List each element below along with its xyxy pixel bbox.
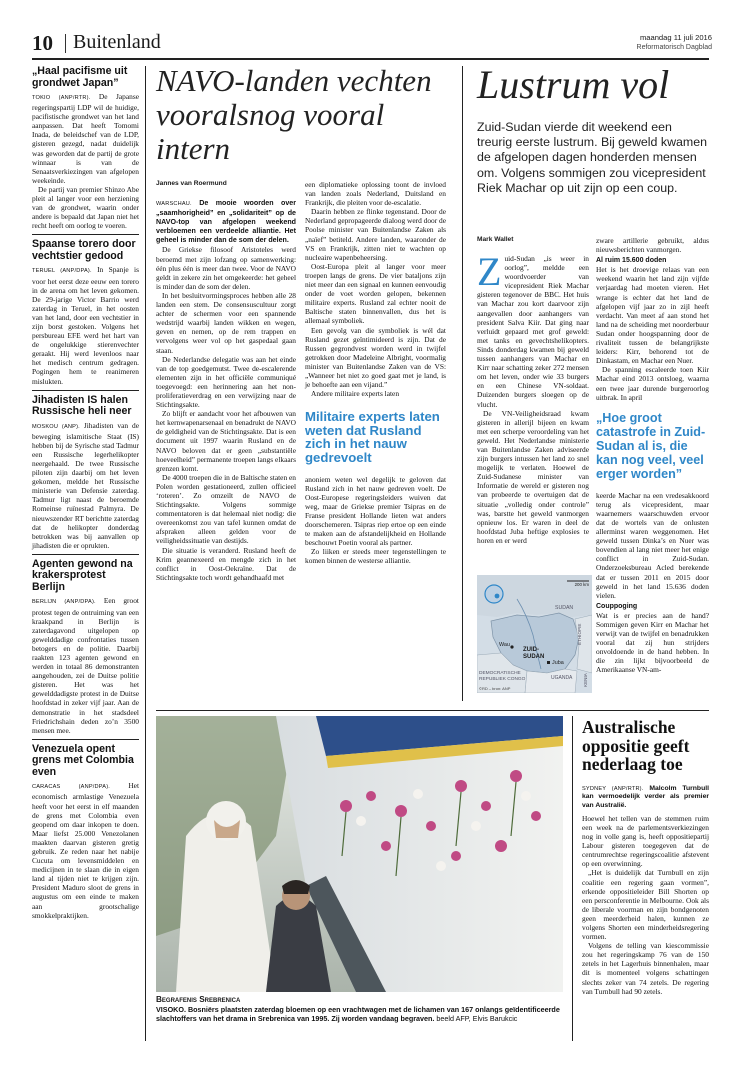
australie-headline: Australische oppositie geeft nederlaag toe [582,717,690,774]
brief-torero [32,239,139,385]
navo-paragraph: De 4000 troepen die in de Baltische staten en Polen worden gestationeerd, zullen officieel ‘roteren’. Zo omzeilt de NAVO de Stichtingsakte. Volgens sommige commentatoren is dat helemaal niet nodig: die overeenkomst zou van tafel kunnen omdat de afspraken alleen gelden voor de veiligheidssituatie van destijds. [156,472,296,546]
lustrum-dropcap: Z [477,249,502,294]
lustrum-column-2 [596,236,709,675]
header-divider [65,34,66,53]
brief-jihadisten [32,395,139,550]
column-rule [462,66,463,701]
brief-dateline: TOKIO (ANP/RTR). [32,95,91,101]
map-label-drc: DEMOCRATISCHE REPUBLIEK CONGO [479,671,526,682]
section-title: Buitenland [73,31,161,53]
navo-paragraph: anoniem weten wel degelijk te geloven dat Rusland zich in het nauw gedreven voelt. De Oost-Europese regeringsleiders wuiven dat weg, maar de Griekse premier Tsipras en de Franse president Hollande lieten wat anders doorschemeren. Tsipras riep ertoe op een einde te maken aan de afstandelijkheid en Hollande beschouwt Poetin vooral als partner. [305,474,446,548]
lustrum-article [477,64,709,196]
column-rule [145,66,146,1041]
brief-separator [32,234,139,235]
lustrum-paragraph: De spanning escaleerde toen Kiir Machar eind 2013 ontsloeg, waarna een twee jaar durende burgeroorlog uitbrak. In april [596,365,709,402]
brief-title: „Haal pacifisme uit grondwet Japan” [32,65,128,89]
navo-paragraph: Die situatie is veranderd. Rusland heeft de Krim geannexeerd en mengde zich in het conflict in Oost-Oekraïne. Dat de Stichtingsakte toch wordt gehandhaafd met [156,545,296,582]
australie-lead: Malcolm Turnbull kan vermoedelijk verder als premier van Australië. [582,784,710,810]
brief-venezuela [32,744,139,920]
lustrum-paragraph: Wat is er precies aan de hand? Sommigen geven Kirr en Machar het verwijt van de twijfel en benadrukken vooral dat zij hun strijders onvoldoende in de hand hebben. In die zin lijkt bijvoorbeeld de Amerikaanse VN-am- [596,610,709,675]
navo-paragraph: Oost-Europa pleit al langer voor meer troepen langs de grens. De vier bataljons zijn niet meer dan een signaal en kunnen eenvoudig onder de voet worden gelopen, bekennen militaire experts. Rusland zal echter nooit de Baltische staten binnenvallen, dus het is allemaal symboliek. [305,261,446,326]
brief-paragraph: Het economisch armlastige Venezuela heeft voor het eerst in elf maanden de grens met Colombia even geopend om daar inkopen te doen. Maar liefst 25.000 Venezolanen maakten daarvan gisteren gretig gebruik. Ze reden naar het nabije Cucuta om levensmiddelen en medicijnen in te slaan die in eigen land al tijden niet te krijgen zijn. President Maduro sloot de grens in augustus om een einde te maken aan grootschalige smokkelpraktijken. [32,781,139,920]
australie-paragraph: „Het is duidelijk dat Turnbull en zijn coalitie een regering gaan vormen”, erkende oppositieleider Bill Shorten op een persconferentie in Melbourne. Ook als de liberale voorman en zijn bondgenoten geen meerderheid halen, kunnen ze volgens Shorten een minderheidsregering vormen. [582,868,709,942]
lustrum-paragraph: keerde Machar na een vredesakkoord terug als vicepresident, maar waarnemers waarschuwden ervoor dat de wortels van de onlusten allerminst waren weggenomen. Het geweld tussen Dinka’s en Nuer was bovendien al lang niet meer het enige conflict in Zuid-Sudan. Onderzoeksbureau Acled berekende dat er tussen 2011 en 2015 door geweld in het land 15.636 doden vielen. [596,490,709,600]
map-label-kenia: KENIA [583,673,588,687]
photo-credit: beeld AFP, Elvis Barukcic [436,1014,518,1024]
australie-article [582,718,709,996]
map-credit: ©RD – bron: ANP [479,686,511,691]
map-label-sudan: SUDAN [555,605,574,611]
map-scale: 200 km [574,582,589,587]
page-header [32,31,712,61]
navo-article [156,64,446,166]
srebrenica-photo [156,716,563,992]
lustrum-paragraph: zware artillerie gebruikt, aldus nieuwsberichten vanmorgen. [596,236,709,255]
wau-marker [510,645,513,648]
australie-paragraph: Volgens de telling van kiescommissie zou het regeringskamp 76 van de 150 zetels in het Lagerhuis binnenhalen, maar dit is momenteel volgens schattingen slechts zeker van 74 zetels. De regering van Turnbull had 90 zetels. [582,941,709,996]
navo-byline: Jannes van Roermund [156,180,227,187]
page-date: maandag 11 juli 2016 [639,33,712,42]
brief-separator [32,739,139,740]
navo-column-2 [305,180,446,566]
brief-dateline: CARACAS (ANP/DPA). [32,784,111,791]
brief-title: Spaanse torero door vechtstier gedood [32,238,136,262]
photo-image [156,716,563,992]
brief-paragraph: Jihadisten van de beweging islamitische Staat (IS) hebben bij de Syrische stad Tadmur een Russische legerhelikopter neergehaald. De twee Russische piloten zijn daarbij om het leven gekomen, meldde het Russische ministerie van Defensie zaterdag. Tadmur ligt naast de beroemde Romeinse ruïnestad Palmyra. De nieuwszender RT berichtte zaterdag dat de helikopter donderdag betrokken was bij aanvallen op jihadisten die er oprukten. [32,420,139,550]
brief-paragraph: In Spanje is voor het eerst deze eeuw een torero in de arena om het leven gekomen. De 29-jarige Victor Barrio werd zaterdag in Teruel, in het oosten van het land, door een vechtstier in zijn borst gestoken. Volgens het persbureau EFE werd het hart van de ongelukkige stierenvechter geraakt. Hij werd levenloos naar het medisch centrum gedragen. Pogingen hem te reanimeren mislukten. [32,265,139,386]
navo-paragraph: In het besluitvormingsproces hebben alle 28 landen een stem. De consensuscultuur zorgt achter de schermen voor een spannende wedstrijd waarbij landen wikken en wegen, geven en nemen, op de rem trappen en vervolgens weer vol op het gaspedaal gaan staan. [156,290,296,355]
navo-paragraph: Een gevolg van die symboliek is wél dat Rusland gezet geïntimideerd is zijn. Dat de Russen gegrondvest worden werd in twijfel getrokken door Madeleine Albright, voormalig minister van Buitenlandse Zaken van de VS: „Wanneer het niet zo goed gaat met je land, is je behoefte aan een vijand.” [305,325,446,390]
map-label-uganda: UGANDA [551,675,573,681]
brief-dateline: MOSKOU (ANP). [32,423,80,430]
lustrum-pullquote: „Hoe groot catastrofe in Zuid-Sudan al is, die kan nog veel, veel erger worden” [596,410,706,481]
brief-dateline: BERLIJN (ANP/DPA). [32,599,96,606]
juba-marker [547,661,550,664]
brief-dateline: TERUEL (ANP/DPA). [32,268,92,275]
navo-pullquote: Militaire experts laten weten dat Rusland zich in het nauw gedrevoelt [305,409,440,466]
navo-paragraph: Zo liiken er steeds meer tegenstellingen te komen binnen de westerse alliantie. [305,547,446,566]
photo-caption-title: Begrafenis Srebrenica [156,995,241,1004]
map-label-zuid: ZUID- [523,647,539,653]
brief-berlijn [32,559,139,735]
navo-paragraph: De Nederlandse delegatie was aan het einde van de top goedgemutst. Twee de-escalerende elementen zijn in het officiële communiqué toegevoegd: een herinnering aan het non-proliferatieverdrag en een verwijzing naar de Stichtingsakte. [156,354,296,410]
brief-paragraph: De partij van premier Shinzo Abe pleit al langer voor een herziening van de grondwet, waarin onder andere is bepaald dat Japan niet het recht heeft om oorlog te voeren. [32,184,139,231]
lustrum-paragraph: Het is het droevige relaas van een weekend waarin het land zijn vijfde verjaardag had moeten vieren. Het wrange is echter dat het land de afgelopen vijf jaar zo in zijl heeft verdacht. Van meet af aan stond het land na de scheiding met noorderbuur Sudan onder hoogspanning door de rivaliteit tussen de belangrijkste leiders: Kirr, behorend tot de Dinkastam, en Machar een Nuer. [596,265,709,366]
brief-paragraph: De Japanse regeringspartij LDP wil de huidige, pacifistische grondwet van het land aanpassen. Dat heeft Tomomi Inada, de beleidschef van de LDP, gisteren gezegd, nadat duidelijk was geworden dat de partij de grote winnaar is van de Senaatsverkiezingen van afgelopen weekeinde. [32,92,139,185]
section-rule [156,710,709,711]
navo-paragraph: Daarin hebben ze flinke tegenstand. Door de Nederland gepropageerde dialoog werd door de Poolse minister van Buitenlandse Zaken als „naïef” betiteld. Andere landen, waaronder de VS en Frankrijk, zitten niet te wachten op nucleaire wapenbeheersing. [305,207,446,262]
brief-title: Venezuela opent grens met Colombia even [32,742,134,778]
australie-dateline: SYDNEY (ANP/RTR). [582,785,644,792]
lustrum-byline: Mark Wallet [477,236,514,243]
navo-headline: NAVO-landen vechten vooralsnog vooral intern [156,63,432,166]
map-label-ethiopie: ETHIOPIE [577,623,582,645]
navo-column-1 [156,180,296,582]
brief-title: Agenten gewond na krakersprotest Berlijn [32,557,133,593]
photo-caption [156,995,563,1024]
paper-name: Reformatorisch Dagblad [636,44,712,51]
australie-paragraph: Hoewel het tellen van de stemmen ruim een week na de parlementsverkiezingen nog in volle gang is, heeft oppositiepartij Labour gisteren toegegeven dat de centrumrechtse regeringscoalitie afstevent op een overwinning. [582,813,709,869]
lustrum-headline: Lustrum vol [477,62,670,107]
brief-separator [32,554,139,555]
brief-title: Jihadisten IS halen Russische heli neer [32,393,132,418]
page-number: 10 [32,31,53,55]
lustrum-intro: Zuid-Sudan vierde dit weekend een treurig eerste lustrum. Bij geweld kwamen de afgelopen dagen honderden mensen om. Volgens sommigen zou vicepresident Riek Machar op uit zijn op een coup. [477,120,708,195]
navo-paragraph: een diplomatieke oplossing toont de invloed van landen zoals Nederland, Duitsland en Frankrijk, die pleiten voor de-escalatie. [305,180,446,208]
lustrum-subhead: Al ruim 15.600 doden [596,257,667,265]
brief-japan [32,66,139,230]
header-rule [32,58,709,60]
map-label-zuid-sudan: SUDAN [523,654,545,660]
lustrum-paragraph: uid-Sudan „is weer in oorlog”, meldde een woordvoerder van vicepresident Riek Machar gisteren tegenover de BBC. Het huis van Machar zou kort daarvoor zijn aangevallen door aanhangers van president Salva Kiir. Dat ging naar verluidt gepaard met grof geweld: met tanks en gevechtshelikopters. Sinds donderdag kwamen bij geweld tussen aanhangers van Machar en Kirr naar schatting zeker 272 mensen om het leven, onder wie 33 burgers en een Chinese VN-soldaat. Duizenden burgers sloegen op de vlucht. [477,254,589,409]
lustrum-subhead: Couppoging [596,602,638,610]
navo-lead: De mooie woorden over „saamhorigheid” en „solidariteit” op de NAVO-top van afgelopen weekend verbloemen een verdeelde alliantie. Het geheel is minder dan de som der delen. [156,199,296,245]
map-label-wau: Wau [499,642,510,648]
globe-icon [485,585,503,603]
navo-dateline: WARSCHAU. [156,201,192,207]
brief-paragraph: Een groot protest tegen de ontruiming van een kraakpand in Berlijn is zaterdagavond uitgelopen op gewelddadige confrontaties tussen betogers en de politie. Daarbij raakten 123 agenten gewond en werden in totaal 86 demonstranten aangehouden, zei de Duitse politie gisteren. Het was het gewelddadigste protest in de Duitse hoofdstad in zeker vijf jaar. Aan de demonstratie in het stadsdeel Friedrichshain deden zo’n 3500 mensen mee. [32,596,139,735]
column-rule [572,716,573,1041]
map-label-juba: Juba [552,660,564,666]
navo-paragraph: Andere militaire experts laten [311,389,400,399]
navo-paragraph: Zo blijft er aandacht voor het afbouwen van het kernwapenarsenaal en benadrukt de NAVO de geldigheid van de Stichtingsakte. Dat is een document uit 1997 waarin Rusland en de NAVO beloven dat er geen „substantiële hoeveelheid” permanente troepen langs elkaars grenzen komt. [156,409,296,473]
photo-caption-text: VISOKO. Bosniërs plaatsten zaterdag bloemen op een vrachtwagen met de lichamen van 167 onlangs geïdentificeerde slachtoffers van het drama in Srebrenica van 1995. Zij worden vandaag begraven. [156,1005,560,1024]
lustrum-paragraph: De VN-Veiligheidsraad kwam gisteren in allerijl bijeen en kwam met een scherpe veroordeling van het geweld. Het Nederlandse ministerie van Buitenlandse Zaken adviseerde zijn burgers intussen het land zo snel mogelijk te verlaten. Hoewel de Zuid-Sudanese minister van Informatie de wereld er gisteren nog van probeerde te overtuigen dat de situatie „volledig onder controle” was, barstte het geweld vanmorgen opnieuw los. Er waren in deel de hoofdstad Juba heftige explosies te horen en er werd [477,408,589,545]
lustrum-column-1 [477,236,589,545]
navo-paragraph: De Griekse filosoof Aristoteles werd beroemd met zijn lofzang op samenwerking: één plus één is meer dan twee. Voor de NAVO geldt in zekere zin het omgekeerde: het geheel is minder dan de som der delen. [156,245,296,291]
briefs-column [32,66,139,920]
sudan-map [477,575,592,693]
brief-separator [32,390,139,391]
